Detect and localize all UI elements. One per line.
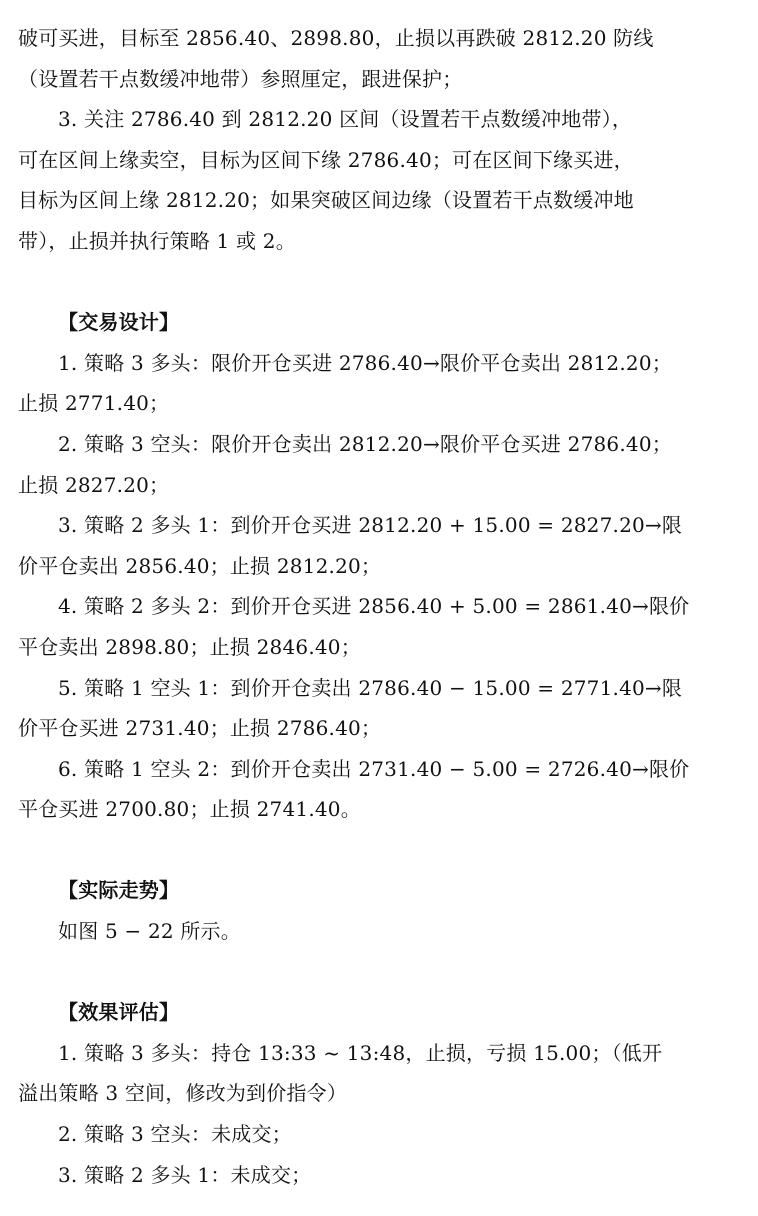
- actual-trend-heading: 【实际走势】: [58, 878, 180, 903]
- trade-design-heading: 【交易设计】: [58, 310, 180, 335]
- trade-design-line: 2. 策略 3 空头：限价开仓卖出 2812.20→限价平仓买进 2786.40；: [58, 431, 672, 456]
- actual-trend-text: 如图 5 − 22 所示。: [58, 919, 241, 944]
- trade-design-line: 止损 2771.40；: [18, 391, 170, 416]
- trade-design-line: 止损 2827.20；: [18, 472, 170, 497]
- trade-design-line: 平仓买进 2700.80；止损 2741.40。: [18, 797, 361, 822]
- evaluation-line: 3. 策略 2 多头 1：未成交；: [58, 1162, 312, 1187]
- trade-design-line: 6. 策略 1 空头 2：到价开仓卖出 2731.40 − 5.00 = 2726.40→限价: [58, 756, 690, 781]
- strategy-3-item-cont-2: 目标为区间上缘 2812.20；如果突破区间边缘（设置若干点数缓冲地: [18, 188, 634, 213]
- intro-line-2: （设置若干点数缓冲地带）参照厘定，跟进保护；: [18, 66, 463, 91]
- intro-line-1: 破可买进，目标至 2856.40、2898.80，止损以再跌破 2812.20 防线: [18, 26, 654, 50]
- strategy-3-item-cont-3: 带），止损并执行策略 1 或 2。: [18, 228, 296, 253]
- strategy-3-item: 3. 关注 2786.40 到 2812.20 区间（设置若干点数缓冲地带），: [58, 107, 633, 132]
- spacer: [18, 952, 730, 993]
- evaluation-heading: 【效果评估】: [58, 1000, 180, 1025]
- evaluation-line: 溢出策略 3 空间，修改为到价指令）: [18, 1081, 348, 1106]
- evaluation-line: 1. 策略 3 多头：持仓 13:33 ~ 13:48，止损，亏损 15.00；（低开: [58, 1040, 663, 1065]
- strategy-3-item-cont-1: 可在区间上缘卖空，目标为区间下缘 2786.40；可在区间下缘买进，: [18, 147, 634, 172]
- trade-design-line: 平仓卖出 2898.80；止损 2846.40；: [18, 634, 361, 659]
- spacer: [18, 830, 730, 871]
- evaluation-line: 2. 策略 3 空头：未成交；: [58, 1122, 292, 1147]
- trade-design-line: 价平仓卖出 2856.40；止损 2812.20；: [18, 553, 382, 578]
- trade-design-line: 价平仓买进 2731.40；止损 2786.40；: [18, 716, 382, 741]
- spacer: [18, 262, 730, 303]
- trade-design-line: 1. 策略 3 多头：限价开仓买进 2786.40→限价平仓卖出 2812.20；: [58, 350, 672, 375]
- trade-design-line: 3. 策略 2 多头 1：到价开仓买进 2812.20 + 15.00 = 2827.20→限: [58, 513, 683, 538]
- trade-design-line: 4. 策略 2 多头 2：到价开仓买进 2856.40 + 5.00 = 2861.40→限价: [58, 594, 690, 619]
- trade-design-line: 5. 策略 1 空头 1：到价开仓卖出 2786.40 − 15.00 = 2771.40→限: [58, 675, 683, 700]
